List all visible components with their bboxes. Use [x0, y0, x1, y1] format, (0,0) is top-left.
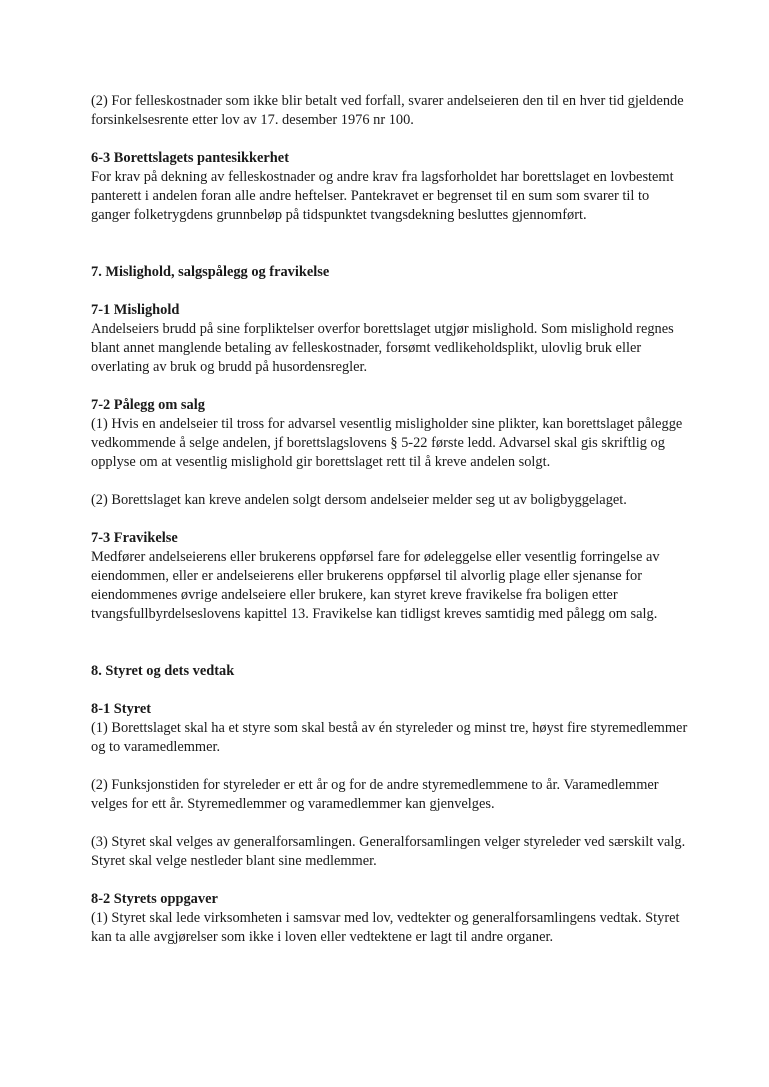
paragraph-7-2-1: (1) Hvis en andelseier til tross for advarsel vesentlig misligholder sine plikter, kan borettslaget pålegge vedkommende å selge andelen, jf borettslagslovens § 5-22 første ledd. Advarsel skal gis skriftlig og opplyse om at vesentlig mislighold gir borettslaget rett til å kreve andelen solgt.: [91, 416, 683, 470]
section-heading-8: 8. Styret og dets vedtak: [91, 663, 235, 679]
document-body: [91, 92, 691, 947]
heading-8-2: 8-2 Styrets oppgaver: [91, 891, 218, 907]
section-heading-7: 7. Mislighold, salgspålegg og fravikelse: [91, 264, 330, 280]
heading-6-3: 6-3 Borettslagets pantesikkerhet: [91, 150, 289, 166]
paragraph-8-1-1: (1) Borettslaget skal ha et styre som skal bestå av én styreleder og minst tre, høyst fire styremedlemmer og to varamedlemmer.: [91, 720, 688, 755]
paragraph-7-1: Andelseiers brudd på sine forpliktelser overfor borettslaget utgjør mislighold. Som mislighold regnes blant annet manglende betaling av felleskostnader, forsømt vedlikeholdsplikt, ulovlig bruk eller overlating av bruk og brudd på husordensregler.: [91, 321, 674, 375]
heading-8-1: 8-1 Styret: [91, 701, 152, 717]
paragraph-6-2-2: (2) For felleskostnader som ikke blir betalt ved forfall, svarer andelseieren den til en hver tid gjeldende forsinkelsesrente etter lov av 17. desember 1976 nr 100.: [91, 93, 684, 128]
heading-7-1: 7-1 Mislighold: [91, 302, 180, 318]
heading-7-2: 7-2 Pålegg om salg: [91, 397, 205, 413]
paragraph-8-1-2: (2) Funksjonstiden for styreleder er ett år og for de andre styremedlemmene to år. Varamedlemmer velges for ett år. Styremedlemmer og varamedlemmer kan gjenvelges.: [91, 777, 659, 812]
paragraph-6-3: For krav på dekning av felleskostnader og andre krav fra lagsforholdet har borettslaget en lovbestemt panterett i andelen foran alle andre heftelser. Pantekravet er begrenset til en sum som svarer til to ganger folketrygdens grunnbeløp på tidspunktet tvangsdekning besluttes gjennomført.: [91, 169, 674, 223]
paragraph-8-1-3: (3) Styret skal velges av generalforsamlingen. Generalforsamlingen velger styreleder ved særskilt valg. Styret skal velge nestleder blant sine medlemmer.: [91, 834, 686, 869]
paragraph-7-3: Medfører andelseierens eller brukerens oppførsel fare for ødeleggelse eller vesentlig forringelse av eiendommen, eller er andelseierens eller brukerens oppførsel til alvorlig plage eller sjenanse for eiendommenes øvrige andelseiere eller brukere, kan styret kreve fravikelse fra boligen etter tvangsfullbyrdelseslovens kapittel 13. Fravikelse kan tidligst kreves samtidig med pålegg om salg.: [91, 549, 660, 622]
heading-7-3: 7-3 Fravikelse: [91, 530, 178, 546]
paragraph-7-2-2: (2) Borettslaget kan kreve andelen solgt dersom andelseier melder seg ut av boligbyggelaget.: [91, 492, 627, 508]
paragraph-8-2-1: (1) Styret skal lede virksomheten i samsvar med lov, vedtekter og generalforsamlingens vedtak. Styret kan ta alle avgjørelser som ikke i loven eller vedtektene er lagt til andre organer.: [91, 910, 680, 945]
